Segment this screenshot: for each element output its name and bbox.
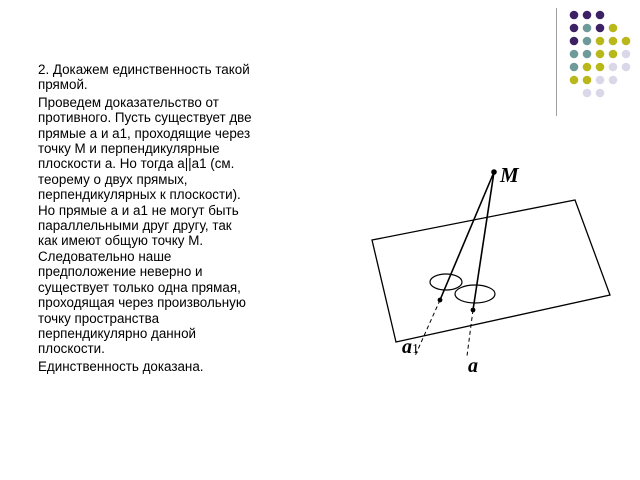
proof-line: проходящая через произвольную [38, 295, 246, 311]
foot-point-a [471, 308, 476, 313]
dot-row-2 [570, 24, 618, 33]
proof-line: перпендикулярно данной [38, 325, 196, 341]
geometry-figure [360, 150, 620, 380]
proof-line: прямые а и а1, проходящие через [38, 125, 251, 141]
plane-parallelogram [372, 200, 610, 342]
proof-line: параллельными друг другу, так [38, 218, 232, 234]
vertical-divider [556, 8, 557, 116]
proof-line: плоскости а. Но тогда а||а1 (см. [38, 156, 235, 172]
proof-line: как имеют общую точку М. [38, 233, 204, 249]
proof-line: Проведем доказательство от [38, 94, 219, 110]
decorative-dot-grid [568, 9, 640, 105]
proof-line: противного. Пусть существует две [38, 110, 252, 126]
proof-line: точку пространства [38, 310, 160, 326]
dot-row-5 [570, 63, 631, 72]
line-a-segment [473, 172, 494, 310]
slide-body [38, 62, 328, 376]
label-line-a1 [402, 336, 419, 358]
line-a-extension [467, 310, 473, 356]
proof-line: плоскости. [38, 341, 105, 357]
line-a1-segment [440, 172, 494, 300]
heading-paragraph [38, 62, 328, 93]
heading-line: прямой. [38, 77, 88, 93]
label-line-a: a [468, 355, 478, 377]
label-line-a1-index: 1 [412, 342, 419, 357]
proof-line: перпендикулярных к плоскости). [38, 187, 241, 203]
proof-line: существует только одна прямая, [38, 279, 241, 295]
foot-point-a1 [438, 298, 443, 303]
dot-row-3 [570, 37, 631, 46]
label-point-m: M [500, 163, 519, 187]
dot-row-7 [583, 89, 605, 98]
proof-line: Следовательно наше [38, 248, 172, 264]
dot-row-4 [570, 50, 631, 59]
proof-line: точку М и перпендикулярные [38, 141, 220, 157]
label-line-a1-letter: a [402, 336, 412, 358]
proof-line: предположение неверно и [38, 264, 203, 280]
proof-paragraph [38, 95, 328, 357]
point-m [491, 169, 497, 175]
conclusion-line: Единственность доказана. [38, 358, 204, 374]
proof-line: теорему о двух прямых, [38, 171, 188, 187]
heading-line: 2. Докажем единственность такой [38, 62, 250, 77]
dot-row-6 [570, 76, 618, 85]
dot-row-1 [570, 11, 605, 20]
proof-line: Но прямые а и а1 не могут быть [38, 202, 239, 218]
conclusion-paragraph [38, 359, 328, 374]
